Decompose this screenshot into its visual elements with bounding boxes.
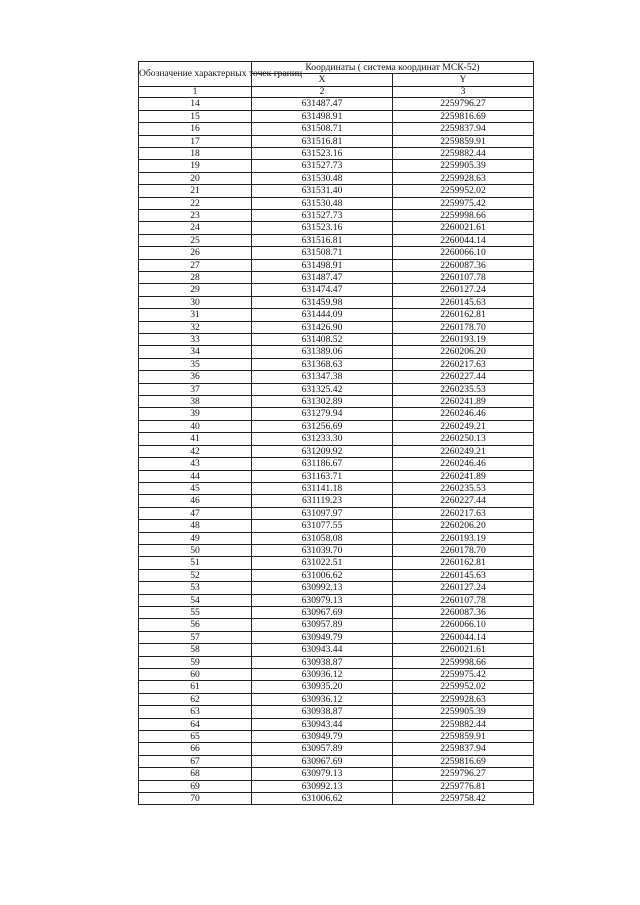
table-row — [139, 259, 534, 271]
table-row — [139, 470, 534, 482]
x-coordinate-cell: 630992.13 — [252, 780, 393, 792]
table-row — [139, 532, 534, 544]
point-number-cell: 52 — [139, 569, 252, 581]
y-coordinate-cell: 2259905.39 — [393, 706, 534, 718]
point-number-cell: 70 — [139, 793, 252, 805]
x-coordinate-cell: 631233.30 — [252, 433, 393, 445]
x-coordinate-cell: 631119.23 — [252, 495, 393, 507]
table-row — [139, 272, 534, 284]
column-number-3: 3 — [393, 86, 534, 98]
point-number-cell: 49 — [139, 532, 252, 544]
x-coordinate-cell: 631508.71 — [252, 123, 393, 135]
table-row — [139, 247, 534, 259]
x-coordinate-cell: 631163.71 — [252, 470, 393, 482]
x-coordinate-cell: 631408.52 — [252, 334, 393, 346]
table-row — [139, 358, 534, 370]
table-row — [139, 420, 534, 432]
x-coordinate-cell: 631498.91 — [252, 110, 393, 122]
table-row — [139, 619, 534, 631]
x-coordinate-cell: 631279.94 — [252, 408, 393, 420]
x-coordinate-cell: 631516.81 — [252, 234, 393, 246]
point-number-cell: 67 — [139, 755, 252, 767]
table-row — [139, 433, 534, 445]
header-x: X — [252, 74, 393, 86]
y-coordinate-cell: 2260246.46 — [393, 458, 534, 470]
x-coordinate-cell: 631186.67 — [252, 458, 393, 470]
point-number-cell: 60 — [139, 669, 252, 681]
table-row — [139, 334, 534, 346]
y-coordinate-cell: 2260044.14 — [393, 631, 534, 643]
y-coordinate-cell: 2259998.66 — [393, 209, 534, 221]
point-number-cell: 64 — [139, 718, 252, 730]
x-coordinate-cell: 631498.91 — [252, 259, 393, 271]
point-number-cell: 63 — [139, 706, 252, 718]
y-coordinate-cell: 2259975.42 — [393, 669, 534, 681]
y-coordinate-cell: 2260206.20 — [393, 520, 534, 532]
table-row — [139, 731, 534, 743]
y-coordinate-cell: 2260178.70 — [393, 321, 534, 333]
table-row — [139, 209, 534, 221]
table-row — [139, 594, 534, 606]
y-coordinate-cell: 2259796.27 — [393, 98, 534, 110]
table-row — [139, 346, 534, 358]
point-number-cell: 51 — [139, 557, 252, 569]
table-row — [139, 296, 534, 308]
table-row — [139, 544, 534, 556]
x-coordinate-cell: 631487.47 — [252, 98, 393, 110]
y-coordinate-cell: 2259837.94 — [393, 123, 534, 135]
y-coordinate-cell: 2260087.36 — [393, 259, 534, 271]
table-row — [139, 569, 534, 581]
x-coordinate-cell: 631531.40 — [252, 185, 393, 197]
y-coordinate-cell: 2259816.69 — [393, 755, 534, 767]
x-coordinate-cell: 631347.38 — [252, 371, 393, 383]
point-number-cell: 18 — [139, 147, 252, 159]
y-coordinate-cell: 2260217.63 — [393, 507, 534, 519]
x-coordinate-cell: 631022.51 — [252, 557, 393, 569]
table-row — [139, 631, 534, 643]
y-coordinate-cell: 2260021.61 — [393, 222, 534, 234]
point-number-cell: 55 — [139, 606, 252, 618]
x-coordinate-cell: 631444.09 — [252, 309, 393, 321]
x-coordinate-cell: 631474.47 — [252, 284, 393, 296]
table-row — [139, 718, 534, 730]
y-coordinate-cell: 2260193.19 — [393, 334, 534, 346]
x-coordinate-cell: 631530.48 — [252, 172, 393, 184]
y-coordinate-cell: 2259905.39 — [393, 160, 534, 172]
x-coordinate-cell: 631487.47 — [252, 272, 393, 284]
x-coordinate-cell: 631097.97 — [252, 507, 393, 519]
point-number-cell: 33 — [139, 334, 252, 346]
y-coordinate-cell: 2260241.89 — [393, 470, 534, 482]
table-row — [139, 582, 534, 594]
point-number-cell: 39 — [139, 408, 252, 420]
y-coordinate-cell: 2259928.63 — [393, 172, 534, 184]
x-coordinate-cell: 631530.48 — [252, 197, 393, 209]
x-coordinate-cell: 631426.90 — [252, 321, 393, 333]
table-row — [139, 743, 534, 755]
point-number-cell: 53 — [139, 582, 252, 594]
point-number-cell: 47 — [139, 507, 252, 519]
x-coordinate-cell: 631523.16 — [252, 222, 393, 234]
point-number-cell: 30 — [139, 296, 252, 308]
table-row — [139, 458, 534, 470]
x-coordinate-cell: 630967.69 — [252, 755, 393, 767]
y-coordinate-cell: 2260227.44 — [393, 495, 534, 507]
table-row — [139, 656, 534, 668]
y-coordinate-cell: 2260250.13 — [393, 433, 534, 445]
x-coordinate-cell: 630949.79 — [252, 631, 393, 643]
y-coordinate-cell: 2259796.27 — [393, 768, 534, 780]
x-coordinate-cell: 630938.87 — [252, 656, 393, 668]
y-coordinate-cell: 2260178.70 — [393, 544, 534, 556]
point-number-cell: 57 — [139, 631, 252, 643]
x-coordinate-cell: 631006.62 — [252, 793, 393, 805]
x-coordinate-cell: 631325.42 — [252, 383, 393, 395]
point-number-cell: 21 — [139, 185, 252, 197]
table-row — [139, 408, 534, 420]
y-coordinate-cell: 2260162.81 — [393, 309, 534, 321]
table-row — [139, 110, 534, 122]
table-row — [139, 693, 534, 705]
table-row — [139, 371, 534, 383]
table-row — [139, 482, 534, 494]
table-row — [139, 396, 534, 408]
point-number-cell: 27 — [139, 259, 252, 271]
point-number-cell: 65 — [139, 731, 252, 743]
point-number-cell: 24 — [139, 222, 252, 234]
y-coordinate-cell: 2260044.14 — [393, 234, 534, 246]
x-coordinate-cell: 630979.13 — [252, 594, 393, 606]
point-number-cell: 40 — [139, 420, 252, 432]
point-number-cell: 62 — [139, 693, 252, 705]
x-coordinate-cell: 631459.98 — [252, 296, 393, 308]
y-coordinate-cell: 2260206.20 — [393, 346, 534, 358]
point-number-cell: 35 — [139, 358, 252, 370]
x-coordinate-cell: 630979.13 — [252, 768, 393, 780]
point-number-cell: 50 — [139, 544, 252, 556]
x-coordinate-cell: 630957.89 — [252, 743, 393, 755]
y-coordinate-cell: 2260107.78 — [393, 272, 534, 284]
y-coordinate-cell: 2260235.53 — [393, 482, 534, 494]
point-number-cell: 58 — [139, 644, 252, 656]
header-point-designation: Обозначение характерных точек границ — [139, 62, 252, 87]
point-number-cell: 69 — [139, 780, 252, 792]
table-row — [139, 185, 534, 197]
x-coordinate-cell: 630967.69 — [252, 606, 393, 618]
y-coordinate-cell: 2260235.53 — [393, 383, 534, 395]
y-coordinate-cell: 2259882.44 — [393, 147, 534, 159]
point-number-cell: 28 — [139, 272, 252, 284]
point-number-cell: 42 — [139, 445, 252, 457]
point-number-cell: 19 — [139, 160, 252, 172]
y-coordinate-cell: 2259837.94 — [393, 743, 534, 755]
x-coordinate-cell: 631209.92 — [252, 445, 393, 457]
x-coordinate-cell: 630936.12 — [252, 669, 393, 681]
y-coordinate-cell: 2260021.61 — [393, 644, 534, 656]
point-number-cell: 66 — [139, 743, 252, 755]
table-row — [139, 284, 534, 296]
table-row — [139, 681, 534, 693]
x-coordinate-cell: 631077.55 — [252, 520, 393, 532]
table-row — [139, 234, 534, 246]
table-row — [139, 780, 534, 792]
table-row — [139, 383, 534, 395]
table-row — [139, 321, 534, 333]
y-coordinate-cell: 2259952.02 — [393, 681, 534, 693]
x-coordinate-cell: 631516.81 — [252, 135, 393, 147]
point-number-cell: 32 — [139, 321, 252, 333]
point-number-cell: 38 — [139, 396, 252, 408]
y-coordinate-cell: 2259975.42 — [393, 197, 534, 209]
point-number-cell: 43 — [139, 458, 252, 470]
x-coordinate-cell: 631527.73 — [252, 209, 393, 221]
y-coordinate-cell: 2260107.78 — [393, 594, 534, 606]
x-coordinate-cell: 630943.44 — [252, 644, 393, 656]
x-coordinate-cell: 630957.89 — [252, 619, 393, 631]
table-row — [139, 557, 534, 569]
table-row — [139, 606, 534, 618]
point-number-cell: 34 — [139, 346, 252, 358]
point-number-cell: 14 — [139, 98, 252, 110]
table-body — [139, 98, 534, 805]
table-row — [139, 520, 534, 532]
y-coordinate-cell: 2260227.44 — [393, 371, 534, 383]
y-coordinate-cell: 2260249.21 — [393, 420, 534, 432]
point-number-cell: 17 — [139, 135, 252, 147]
point-number-cell: 16 — [139, 123, 252, 135]
point-number-cell: 26 — [139, 247, 252, 259]
y-coordinate-cell: 2260241.89 — [393, 396, 534, 408]
point-number-cell: 46 — [139, 495, 252, 507]
y-coordinate-cell: 2259816.69 — [393, 110, 534, 122]
y-coordinate-cell: 2260087.36 — [393, 606, 534, 618]
table-row — [139, 98, 534, 110]
x-coordinate-cell: 631508.71 — [252, 247, 393, 259]
point-number-cell: 59 — [139, 656, 252, 668]
y-coordinate-cell: 2259758.42 — [393, 793, 534, 805]
point-number-cell: 25 — [139, 234, 252, 246]
y-coordinate-cell: 2260145.63 — [393, 569, 534, 581]
table-row — [139, 768, 534, 780]
point-number-cell: 31 — [139, 309, 252, 321]
x-coordinate-cell: 630949.79 — [252, 731, 393, 743]
y-coordinate-cell: 2259882.44 — [393, 718, 534, 730]
table-row — [139, 495, 534, 507]
point-number-cell: 45 — [139, 482, 252, 494]
x-coordinate-cell: 631256.69 — [252, 420, 393, 432]
point-number-cell: 48 — [139, 520, 252, 532]
y-coordinate-cell: 2260162.81 — [393, 557, 534, 569]
header-coordinates: Координаты ( система координат МСК-52) — [252, 62, 534, 74]
point-number-cell: 41 — [139, 433, 252, 445]
x-coordinate-cell: 631006.62 — [252, 569, 393, 581]
x-coordinate-cell: 630992.13 — [252, 582, 393, 594]
y-coordinate-cell: 2260145.63 — [393, 296, 534, 308]
x-coordinate-cell: 630935.20 — [252, 681, 393, 693]
x-coordinate-cell: 631302.89 — [252, 396, 393, 408]
coordinates-table — [138, 61, 534, 805]
table-row — [139, 222, 534, 234]
y-coordinate-cell: 2260127.24 — [393, 284, 534, 296]
y-coordinate-cell: 2260066.10 — [393, 247, 534, 259]
table-row — [139, 644, 534, 656]
column-number-2: 2 — [252, 86, 393, 98]
x-coordinate-cell: 630943.44 — [252, 718, 393, 730]
table-row — [139, 160, 534, 172]
table-row — [139, 793, 534, 805]
table-row — [139, 197, 534, 209]
y-coordinate-cell: 2259952.02 — [393, 185, 534, 197]
table-row — [139, 309, 534, 321]
x-coordinate-cell: 631039.70 — [252, 544, 393, 556]
y-coordinate-cell: 2259928.63 — [393, 693, 534, 705]
point-number-cell: 36 — [139, 371, 252, 383]
table-row — [139, 706, 534, 718]
y-coordinate-cell: 2259776.81 — [393, 780, 534, 792]
table-row — [139, 147, 534, 159]
y-coordinate-cell: 2260249.21 — [393, 445, 534, 457]
x-coordinate-cell: 631058.08 — [252, 532, 393, 544]
y-coordinate-cell: 2260246.46 — [393, 408, 534, 420]
point-number-cell: 37 — [139, 383, 252, 395]
table-row — [139, 445, 534, 457]
x-coordinate-cell: 631523.16 — [252, 147, 393, 159]
table-row — [139, 669, 534, 681]
y-coordinate-cell: 2260066.10 — [393, 619, 534, 631]
y-coordinate-cell: 2260193.19 — [393, 532, 534, 544]
point-number-cell: 29 — [139, 284, 252, 296]
x-coordinate-cell: 630938.87 — [252, 706, 393, 718]
x-coordinate-cell: 631368.63 — [252, 358, 393, 370]
table-row — [139, 507, 534, 519]
column-number-1: 1 — [139, 86, 252, 98]
table-row — [139, 172, 534, 184]
x-coordinate-cell: 631389.06 — [252, 346, 393, 358]
x-coordinate-cell: 631141.18 — [252, 482, 393, 494]
table-row — [139, 123, 534, 135]
y-coordinate-cell: 2259859.91 — [393, 731, 534, 743]
point-number-cell: 22 — [139, 197, 252, 209]
point-number-cell: 23 — [139, 209, 252, 221]
point-number-cell: 56 — [139, 619, 252, 631]
y-coordinate-cell: 2260127.24 — [393, 582, 534, 594]
header-y: Y — [393, 74, 534, 86]
point-number-cell: 44 — [139, 470, 252, 482]
x-coordinate-cell: 630936.12 — [252, 693, 393, 705]
y-coordinate-cell: 2260217.63 — [393, 358, 534, 370]
table-row — [139, 135, 534, 147]
point-number-cell: 68 — [139, 768, 252, 780]
point-number-cell: 61 — [139, 681, 252, 693]
x-coordinate-cell: 631527.73 — [252, 160, 393, 172]
table-row — [139, 755, 534, 767]
point-number-cell: 20 — [139, 172, 252, 184]
y-coordinate-cell: 2259998.66 — [393, 656, 534, 668]
point-number-cell: 54 — [139, 594, 252, 606]
y-coordinate-cell: 2259859.91 — [393, 135, 534, 147]
point-number-cell: 15 — [139, 110, 252, 122]
